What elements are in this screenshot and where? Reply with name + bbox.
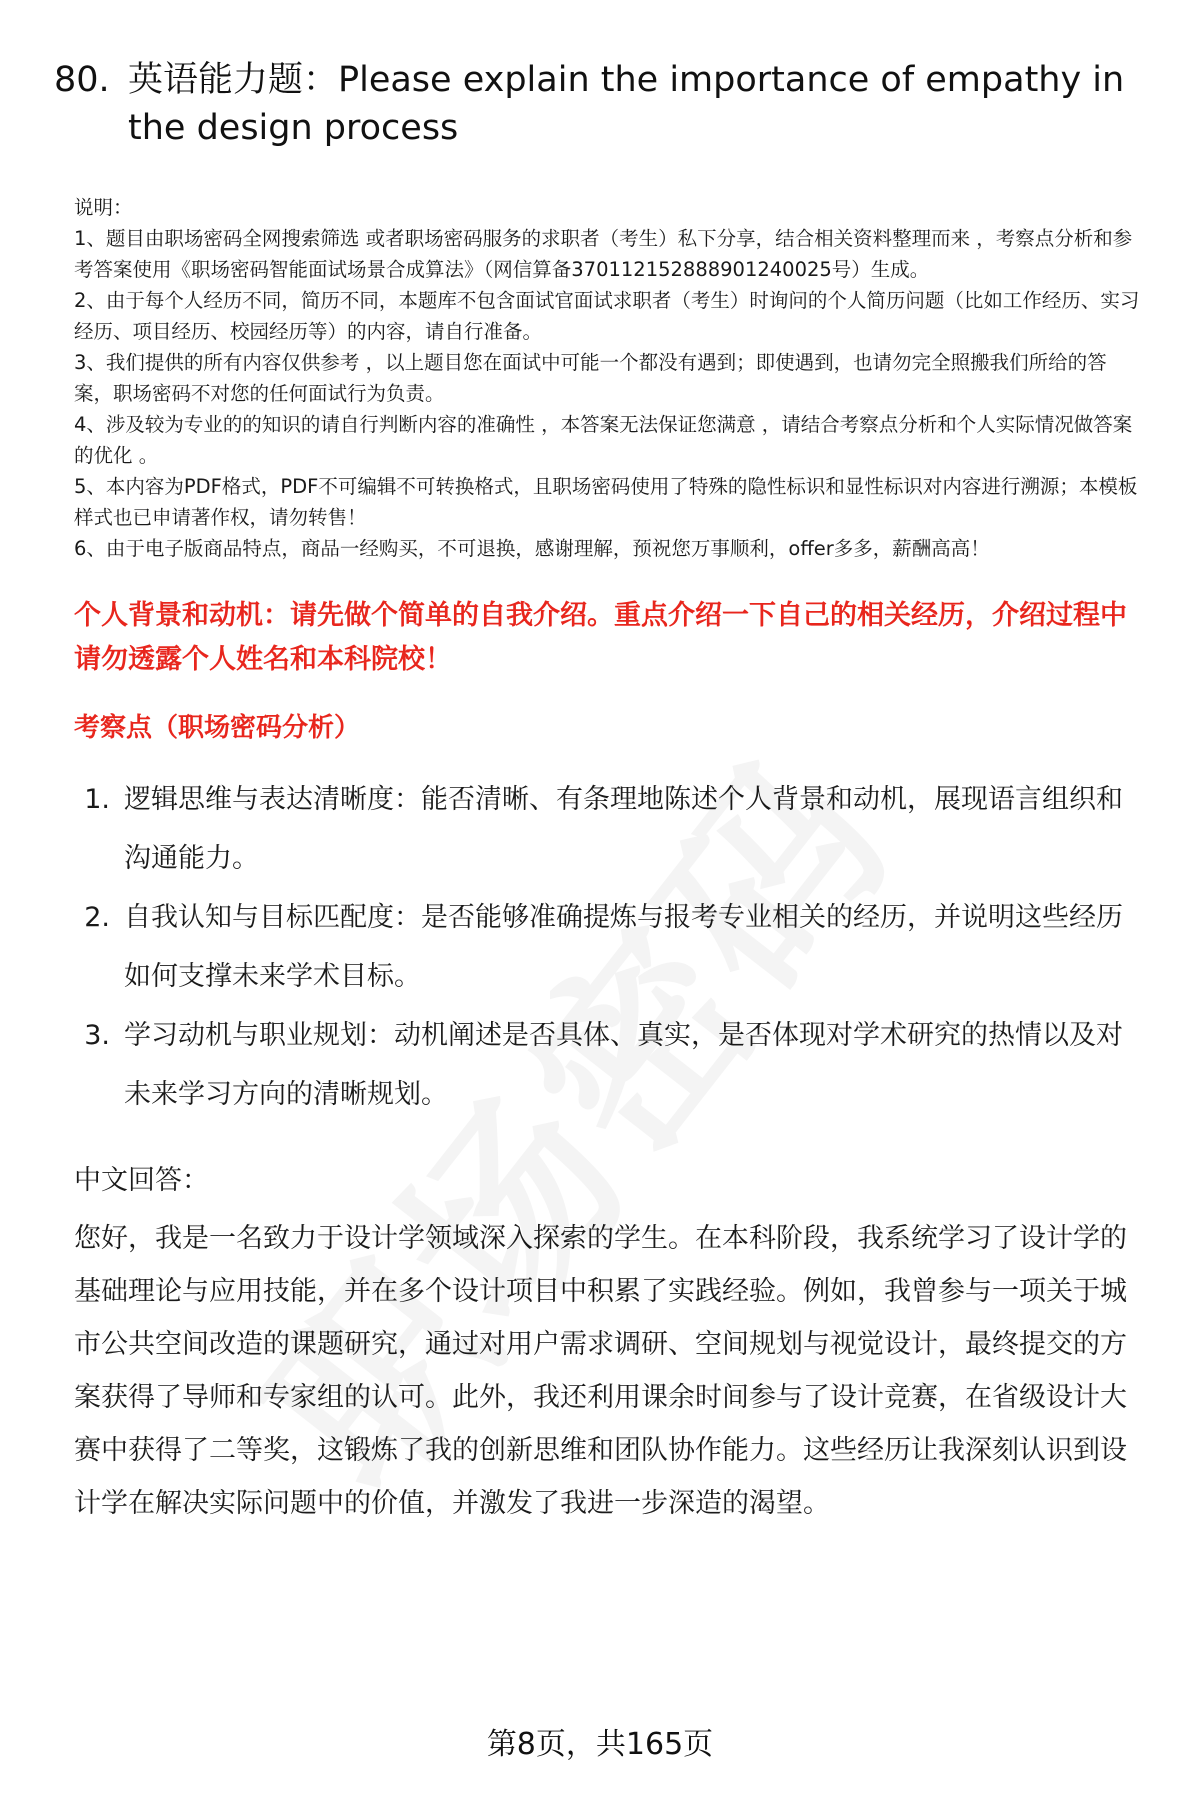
question-number: 80. <box>54 60 110 100</box>
answer-label: 中文回答： <box>74 1165 209 1196</box>
question-title <box>54 56 1140 152</box>
answer-body: 您好，我是一名致力于设计学领域深入探索的学生。在本科阶段，我系统学习了设计学的基础理论与应用技能，并在多个设计项目中积累了实践经验。例如，我曾参与一项关于城市公共空间改造的课题研究，通过对用户需求调研、空间规划与视觉设计，最终提交的方案获得了导师和专家组的认可。此外，我还利用课余时间参与了设计竞赛，在省级设计大赛中获得了二等奖，这锻炼了我的创新思维和团队协作能力。这些经历让我深刻认识到设计学在解决实际问题中的价值，并激发了我进一步深造的渴望。 <box>74 1223 1127 1519</box>
page-footer: 第8页，共165页 <box>486 1727 714 1762</box>
point-text: 逻辑思维与表达清晰度：能否清晰、有条理地陈述个人背景和动机，展现语言组织和沟通能力。 <box>124 784 1123 874</box>
note-item: 1、题目由职场密码全网搜索筛选 或者职场密码服务的求职者（考生）私下分享，结合相关资料整理而来 ，考察点分析和参考答案使用《职场密码智能面试场景合成算法》（网信算备370112152888901240025号）生成。 <box>74 227 1133 281</box>
list-item <box>74 1006 1140 1124</box>
background-heading: 个人背景和动机：请先做个简单的自我介绍。重点介绍一下自己的相关经历，介绍过程中请勿透露个人姓名和本科院校！ <box>74 600 1127 675</box>
list-item <box>74 888 1140 1006</box>
analysis-heading: 考察点（职场密码分析） <box>74 713 361 743</box>
note-item: 5、本内容为PDF格式，PDF不可编辑不可转换格式，且职场密码使用了特殊的隐性标识和显性标识对内容进行溯源；本模板样式也已申请著作权，请勿转售！ <box>74 475 1138 529</box>
document-page <box>0 56 1200 1811</box>
analysis-points <box>74 770 1140 1124</box>
note-item: 4、涉及较为专业的的知识的请自行判断内容的准确性 ，本答案无法保证您满意 ，请结合考察点分析和个人实际情况做答案的优化 。 <box>74 413 1133 467</box>
point-text: 自我认知与目标匹配度：是否能够准确提炼与报考专业相关的经历，并说明这些经历如何支撑未来学术目标。 <box>124 902 1123 992</box>
note-item: 3、我们提供的所有内容仅供参考 ，以上题目您在面试中可能一个都没有遇到；即使遇到，也请勿完全照搬我们所给的答案，职场密码不对您的任何面试行为负责。 <box>74 351 1107 405</box>
notes-section <box>74 192 1140 564</box>
notes-heading: 说明： <box>74 196 133 219</box>
point-text: 学习动机与职业规划：动机阐述是否具体、真实，是否体现对学术研究的热情以及对未来学习方向的清晰规划。 <box>124 1020 1123 1110</box>
note-item: 2、由于每个人经历不同，简历不同，本题库不包含面试官面试求职者（考生）时询问的个人简历问题（比如工作经历、实习经历、项目经历、校园经历等）的内容，请自行准备。 <box>74 289 1140 343</box>
list-item <box>74 770 1140 888</box>
point-number: 2. <box>84 902 110 933</box>
point-number: 3. <box>84 1020 110 1051</box>
point-number: 1. <box>84 784 110 815</box>
question-text: 英语能力题：Please explain the importance of empathy in the design process <box>128 60 1125 148</box>
note-item: 6、由于电子版商品特点，商品一经购买，不可退换，感谢理解，预祝您万事顺利，offer多多，薪酬高高！ <box>74 537 990 560</box>
